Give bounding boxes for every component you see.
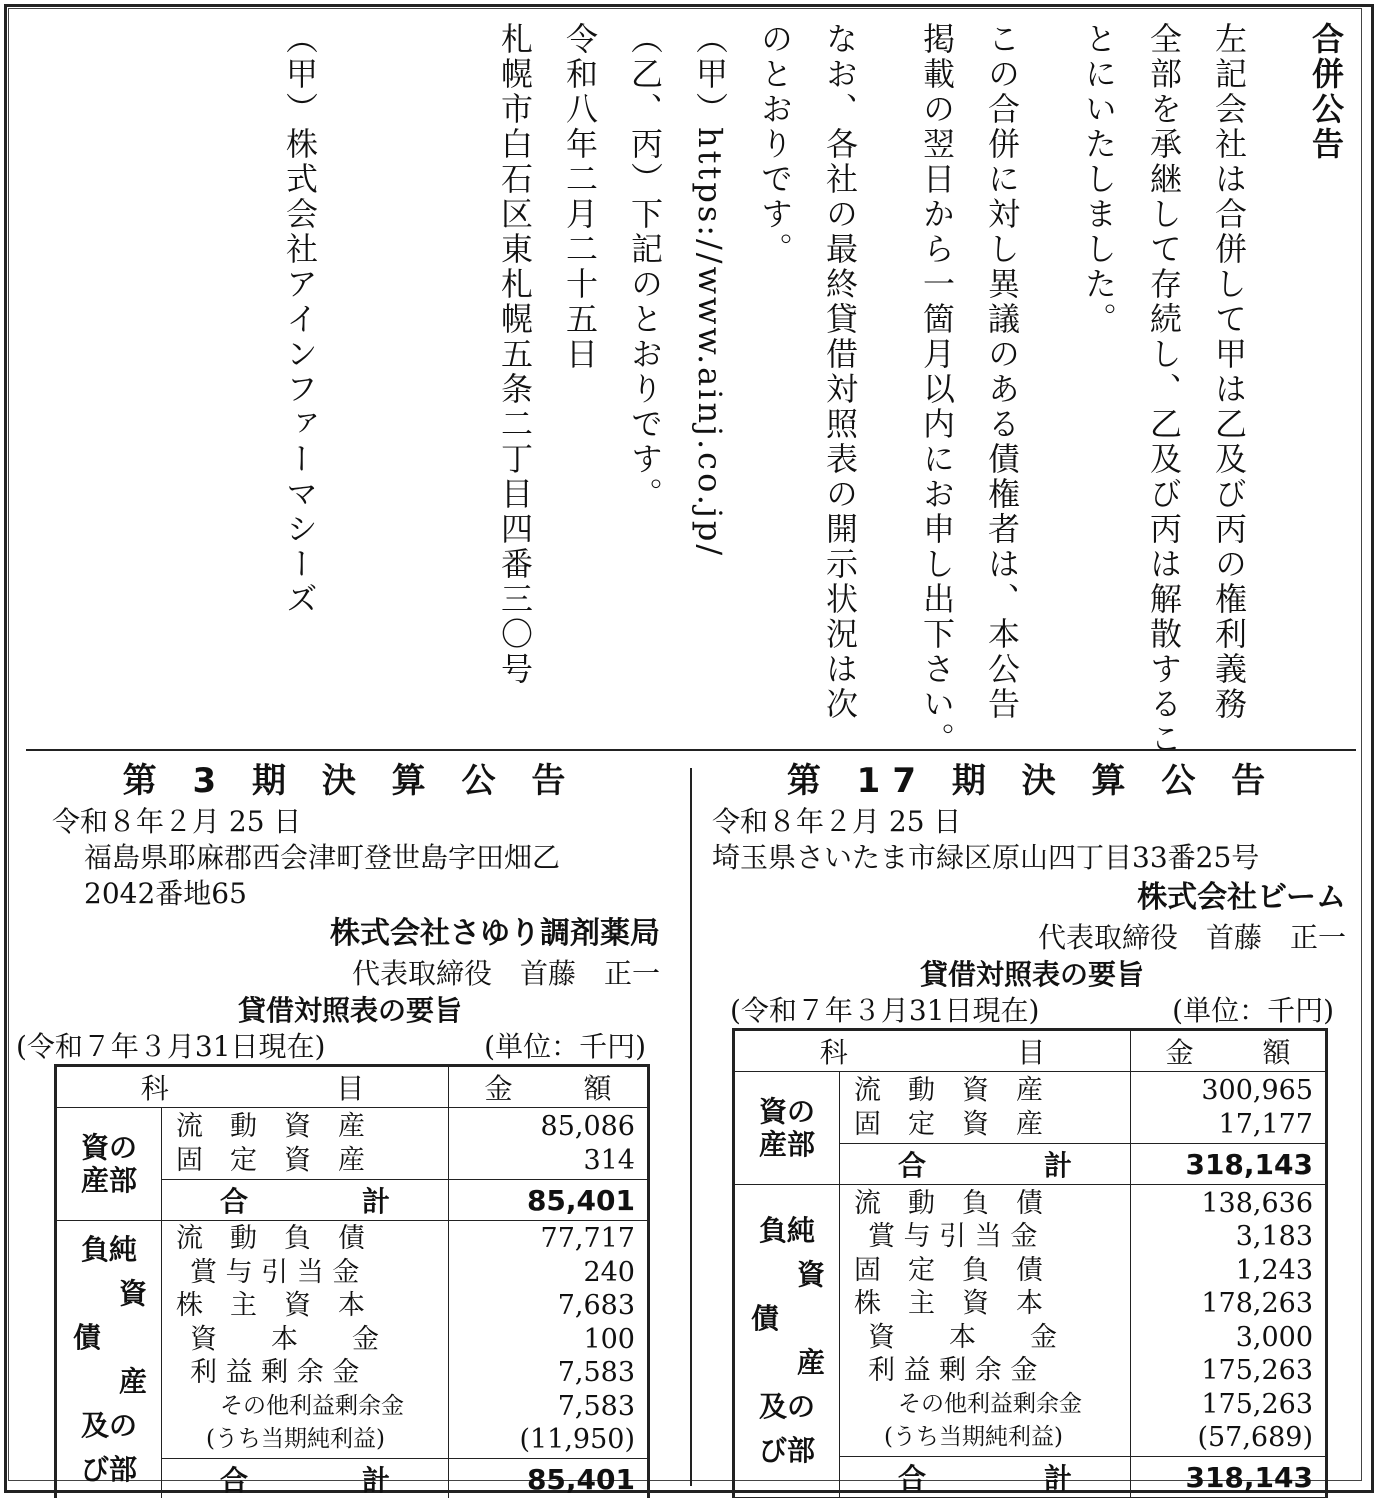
assets-section	[56, 1108, 649, 1180]
panel-address-2: 2042番地65	[84, 877, 247, 910]
notice-line: （甲）https://www.ainj.co.jp/	[691, 22, 729, 559]
bs-title: 貸借対照表の要旨	[237, 994, 462, 1027]
header-item: 科 目	[56, 1066, 449, 1108]
notice-line: 札幌市白石区東札幌五条二丁目四番三〇号	[496, 22, 534, 687]
liab-values: 77,717 240 7,683 100 7,583 7,583 (11,950)	[449, 1221, 649, 1459]
liab-items: 流 動 負 債 賞 与 引 当 金 固 定 負 債 株 主 資 本 資 本 金 利 益 剰 余 金 その他利益剰余金 (うち当期純利益)	[840, 1185, 1131, 1457]
assets-items: 流 動 資 産 固 定 資 産	[840, 1072, 1131, 1144]
panel-company: 株式会社ビーム	[1137, 880, 1346, 915]
notice-line: 左記会社は合併して甲は乙及び丙の権利義務	[1210, 22, 1248, 722]
header-item: 科 目	[734, 1030, 1131, 1072]
panel-date: 令和８年２月 25 日	[52, 805, 302, 838]
assets-label: 資の 産部	[56, 1108, 162, 1221]
bs-as-of: (令和７年３月31日現在)	[730, 994, 1040, 1027]
balance-sheet-table	[54, 1064, 650, 1498]
notice-line: のとおりです。	[756, 22, 794, 267]
merger-notice	[18, 22, 1358, 757]
liab-total-value: 85,401	[449, 1459, 649, 1498]
liab-items: 流 動 負 債 賞 与 引 当 金 株 主 資 本 資 本 金 利 益 剰 余 金 その他利益剰余金 (うち当期純利益)	[162, 1221, 449, 1459]
notice-line: この合併に対し異議のある債権者は、本公告	[983, 22, 1021, 722]
bs-unit: (単位：千円)	[1172, 994, 1334, 1027]
bs-unit: (単位：千円)	[484, 1030, 646, 1063]
assets-total-value: 318,143	[1131, 1144, 1327, 1185]
liab-total-label: 合 計	[840, 1457, 1131, 1498]
balance-sheet-table	[732, 1028, 1328, 1498]
notice-title: 合併公告	[1307, 22, 1345, 162]
assets-items: 流 動 資 産 固 定 資 産	[162, 1108, 449, 1180]
sayuri-settlement-panel	[16, 758, 660, 1498]
notice-line: とにいたしました。	[1080, 22, 1118, 337]
assets-values: 85,086 314	[449, 1108, 649, 1180]
liab-section	[734, 1185, 1327, 1457]
table-header	[734, 1030, 1327, 1072]
assets-total-label: 合 計	[162, 1180, 449, 1221]
panel-address: 埼玉県さいたま市緑区原山四丁目33番25号	[712, 841, 1260, 874]
notice-line: 掲載の翌日から一箇月以内にお申し出下さい。	[918, 22, 956, 757]
table-header	[56, 1066, 649, 1108]
assets-total-value: 85,401	[449, 1180, 649, 1221]
liab-total-value: 318,143	[1131, 1457, 1327, 1498]
assets-section	[734, 1072, 1327, 1144]
liab-section	[56, 1221, 649, 1459]
bs-meta	[16, 1030, 646, 1064]
notice-line: （乙、丙）下記のとおりです。	[626, 22, 664, 512]
liab-label: 負純 資 債 産 及の び部	[56, 1221, 162, 1498]
header-amount: 金 額	[449, 1066, 649, 1108]
bs-as-of: (令和７年３月31日現在)	[16, 1030, 326, 1063]
notice-line: （甲）株式会社アインファーマシーズ	[281, 22, 319, 617]
assets-values: 300,965 17,177	[1131, 1072, 1327, 1144]
beam-settlement-panel	[712, 758, 1352, 1498]
panel-representative: 代表取締役 首藤 正一	[1037, 921, 1346, 954]
assets-label: 資の 産部	[734, 1072, 840, 1185]
notice-line: 全部を承継して存続し、乙及び丙は解散するこ	[1145, 22, 1183, 757]
horizontal-divider	[26, 749, 1356, 751]
header-amount: 金 額	[1131, 1030, 1327, 1072]
bs-meta	[730, 994, 1334, 1028]
panel-company: 株式会社さゆり調剤薬局	[330, 916, 660, 951]
liab-label: 負純 資 債 産 及の び部	[734, 1185, 840, 1498]
bs-title: 貸借対照表の要旨	[919, 958, 1144, 991]
panel-date: 令和８年２月 25 日	[712, 805, 962, 838]
vertical-divider	[690, 768, 692, 1486]
panel-title: 第 3 期 決 算 公 告	[122, 761, 578, 801]
notice-line: なお、各社の最終貸借対照表の開示状況は次	[821, 22, 859, 722]
panel-title: 第 17 期 決 算 公 告	[786, 761, 1278, 801]
panel-address: 福島県耶麻郡西会津町登世島字田畑乙	[84, 841, 561, 874]
assets-total-label: 合 計	[840, 1144, 1131, 1185]
liab-values: 138,636 3,183 1,243 178,263 3,000 175,263 175,263 (57,689)	[1131, 1185, 1327, 1457]
liab-total-label: 合 計	[162, 1459, 449, 1498]
panel-representative: 代表取締役 首藤 正一	[351, 957, 660, 990]
notice-line: 令和八年二月二十五日	[561, 22, 599, 372]
